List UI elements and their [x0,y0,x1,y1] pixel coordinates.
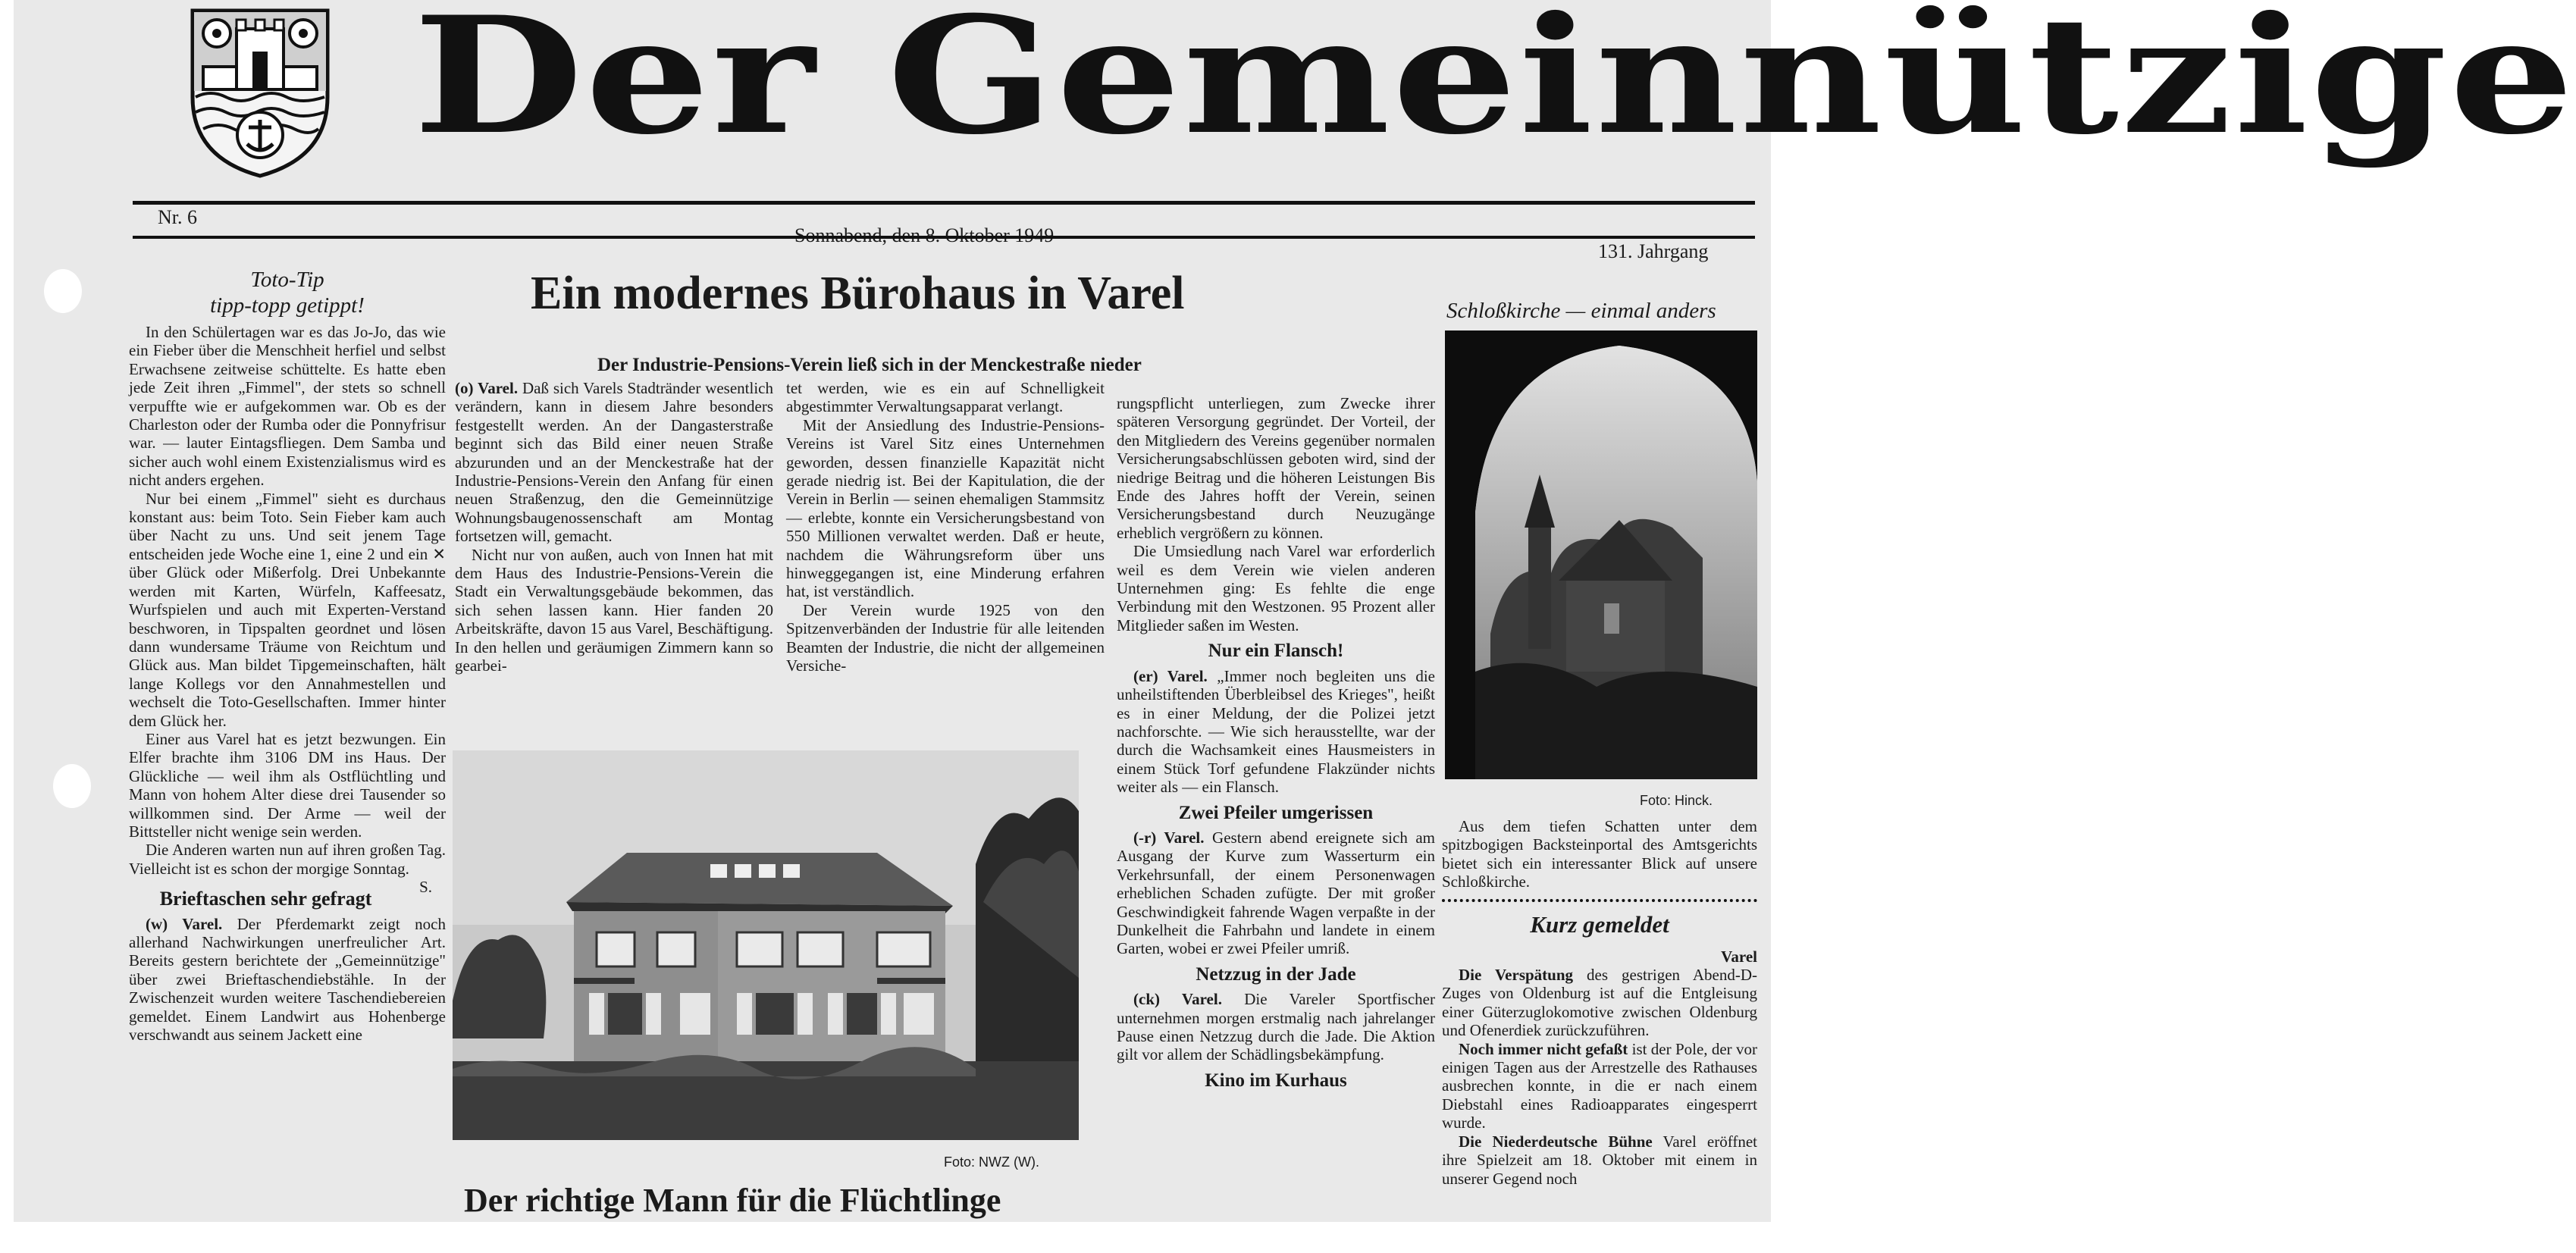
punch-hole-top [44,269,82,313]
article-paragraph: Der Verein wurde 1925 von den Spitzenverbänden der Industrie für alle leitenden Beamten der Industrie, die nicht der allgemeinen Versiche- [786,600,1105,675]
church-photo-title: Schloßkirche — einmal anders [1446,299,1716,323]
toto-title-line1: Toto-Tip [250,268,324,292]
kurz-paragraph [1442,1132,1757,1188]
kurz-text: Varel eröffnet ihre Spielzeit am 18. Oktober mit einem in unserer Gegend noch [1442,1132,1758,1188]
pfeiler-text: Gestern abend ereignete sich am Ausgang der Kurve zum Wasserturm ein Verkehrsunfall, der einem Personenwagen erheblichen Schaden zufügte. Der mit großer Geschwindigkeit fahrende Wagen verpaßte in der Dunkelheit die Fahrbahn und landete in einem Garten, wobei er zwei Pfeiler umriß. [1117,828,1435,958]
article-column-3 [1117,394,1435,1096]
dateline: (o) Varel. [455,379,519,397]
article-paragraph: Mit der Ansiedlung des Industrie-Pensions-Vereins ist Varel Sitz eines Unternehmen geworden, dessen finanzielle Kapazität nicht gerade niedrig ist. Bei der Kapitulation, die der Verein in Berlin — seinen ehemaligen Stammsitz — erlebte, konnte ein Versicherungsbestand von 550 Millionen verwaltet werden. Daß er heute, nachdem die Währungsreform über uns hinweggegangen ist, eine Minderung erfahren hat, ist verständlich. [786,415,1105,601]
kurz-gemeldet-headline: Kurz gemeldet [1530,910,1669,938]
building-photo-caption: Foto: NWZ (W). [944,1154,1039,1170]
article-column-2 [786,379,1105,675]
office-building-photo [453,750,1079,1140]
dateline: (er) Varel. [1133,666,1208,685]
page-bottom-margin [0,1222,1772,1253]
flansch-headline: Nur ein Flansch! [1208,641,1344,662]
article-paragraph: Die Umsiedlung nach Varel war erforderlich weil es dem Verein wie vielen anderen Unternehmen ging: Es fehlte die enge Verbindung mit den Westzonen. 95 Prozent aller Mitglieder saßen im Westen. [1117,542,1435,634]
netzzug-paragraph [1117,990,1435,1064]
article-paragraph [455,379,773,546]
toto-paragraph: Nur bei einem „Fimmel" sieht es durchaus konstant aus: beim Toto. Sein Fieber kam auch über Nacht zu uns. Und seit jenem Tage entscheiden jede Woche eine 1, eine 2 und ein ✕ über Glück oder Mißerfolg. Drei Unbekannte werden mit Karten, Würfeln, Kaffeesatz, Wurfspielen und auch mit Experten-Verstand beschworen, in Tipspalten geordnet und lösen dann wundersame Träume von Reichtum und Glück aus. Man bildet Tipgemeinschaften, hält lange Kollegs vor den Annahmestellen und wechselt die Toto-Gesellschaften. Immer hinter dem Glück her. [129,489,446,730]
masthead-rule-top [133,201,1755,205]
flansch-text: „Immer noch begleiten uns die unheilstiftenden Überbleibsel des Krieges", heißt es in einer Meldung, der die Polizei jetzt nachforschte. — Wie sich herausstellte, war der durch die Wachsamkeit eines Hausmeisters in einem Stück Torf gefundene Flakzünder nichts weiter als — ein Flansch. [1117,666,1435,797]
main-subheadline: Der Industrie-Pensions-Verein ließ sich in der Menckestraße nieder [597,355,1142,375]
dateline: (-r) Varel. [1133,828,1205,847]
coat-of-arms-icon [188,6,332,179]
church-photo-caption: Foto: Hinck. [1640,793,1713,808]
kurz-paragraph [1442,966,1757,1040]
newspaper-title: Der Gemeinnützige [413,0,2576,170]
toto-paragraph-text: Die Anderen warten nun auf ihren großen Tag. Vielleicht ist es schon der morgige Sonntag. [129,841,446,878]
dateline: (ck) Varel. [1133,990,1222,1009]
article-paragraph: tet werden, wie es ein auf Schnelligkeit abgestimmter Verwaltungsapparat verlangt. [786,379,1105,416]
netzzug-headline: Netzzug in der Jade [1196,963,1356,985]
netzzug-text: Die Vareler Sportfischer unternehmen morgen erstmalig nach jahrelanger Pause einen Netzzug durch die Jade. Die Aktion gilt vor allem der Schädlingsbekämpfung. [1117,990,1435,1064]
toto-title-line2: tipp-topp getippt! [210,293,365,318]
kurz-text: ist der Pole, der vor einigen Tagen aus der Arrestzelle des Rathauses ausbrechen konnte, in die er nach einem Diebstahl eines Radioapparates eingesperrt wurde. [1442,1039,1758,1132]
kurz-dateline: Varel [1721,947,1757,966]
article-column-1 [455,379,773,675]
kino-headline: Kino im Kurhaus [1205,1070,1347,1091]
toto-paragraph: Einer aus Varel hat es jetzt bezwungen. Ein Elfer brachte ihm 3106 DM ins Haus. Der Glückliche — weil ihm als Ostflüchtling und Mann von hohem Alter diese drei Tausender so willkommen sind. Der Arme — weil der Bittsteller nicht wenige sein werden. [129,729,446,841]
bottom-headline: Der richtige Mann für die Flüchtlinge [464,1182,1001,1219]
church-image [1445,330,1757,779]
kurz-text: des gestrigen Abend-D-Zuges von Oldenburg ist auf die Entgleisung einer Güterzuglokomotive zwischen Oldenburg und Ofenerdiek zurückzuführen. [1442,966,1758,1040]
punch-hole-bottom [53,764,91,808]
brieftaschen-paragraph [129,915,446,1045]
brieftaschen-text: Der Pferdemarkt zeigt noch allerhand Nachwirkungen unerfreulicher Art. Bereits gestern berichtete der „Gemeinnützige" über zwei Brieftaschendiebstähle. In der Zwischenzeit wurden weitere Taschendiebereien gemeldet. Einem Landwirt aus Hohenberge verschwandt aus seinem Jackett eine [129,914,447,1045]
church-caption-text: Aus dem tiefen Schatten unter dem spitzbogigen Backsteinportal des Amtsgerichts bietet sich ein interessanter Blick auf unsere Schloßkirche. [1442,817,1757,891]
article-paragraph: rungspflicht unterliegen, zum Zwecke ihrer späteren Versorgung gegründet. Der Vorteil, der den Mitgliedern des Vereins gegenüber normalen Versicherungsabschlüssen geboten wird, sind der niedrige Beitrag und die höheren Leistungen Bis Ende des Jahres hofft der Verein, seinen Versicherungsbestand durch Neuzugänge erheblich vergrößern zu können. [1117,394,1435,542]
dotted-divider [1442,899,1757,902]
kurz-lead: Die Niederdeutsche Bühne [1459,1132,1653,1151]
article-paragraph: Nicht nur von außen, auch von Innen hat mit dem Haus des Industrie-Pensions-Verein die Stadt ein Verwaltungsgebäude bekommen, das sich sehen lassen kann. Hier fanden 20 Arbeitskräfte, davon 15 aus Varel, Beschäftigung. In den hellen und geräumigen Zimmern kann so gearbei- [455,545,773,675]
kurz-lead: Die Verspätung [1459,966,1574,985]
dateline: (w) Varel. [146,914,223,933]
brieftaschen-headline: Brieftaschen sehr gefragt [159,888,372,910]
pfeiler-headline: Zwei Pfeiler umgerissen [1178,802,1374,823]
toto-signature: S. [419,878,432,897]
right-column [1442,817,1757,1188]
office-building-image [453,750,1079,1140]
pfeiler-paragraph [1117,829,1435,958]
kurz-lead: Noch immer nicht gefaßt [1459,1039,1628,1058]
issue-number: Nr. 6 [158,206,197,228]
toto-paragraph: In den Schülertagen war es das Jo-Jo, das wie ein Fieber über die Menschheit herfiel und selbst Erwachsene zeitweise schüttelte. Es hatte eben jede Zeit ihren „Fimmel", der stets so schnell verpuffte wie er aufgekommen war. Ob es der Charleston oder der Rumba oder die Ponnyfrisur war. — lauter Eintagsfliegen. Dem Samba und sicher auch wohl einem Existenzialismus wird es nicht anders ergehen. [129,323,446,490]
left-column [129,267,446,1044]
toto-paragraph [129,841,446,897]
article-text: Daß sich Varels Stadtränder wesentlich verändern, kann in diesem Jahre besonders festgestellt werden. An der Dangasterstraße beginnt sich das Bild einer neuen Straße abzurunden und an der Menckestraße hat der Industrie-Pensions-Verein den Anfang für einen neuen Straßenzug, den die Gemeinnützige Wohnungsbaugenossenschaft am Montag fortsetzen will, gemacht. [455,379,774,546]
church-photo [1445,330,1757,779]
main-headline: Ein modernes Bürohaus in Varel [531,268,1185,319]
masthead-rule-bottom [133,236,1755,239]
kurz-paragraph [1442,1040,1757,1132]
flansch-paragraph [1117,667,1435,797]
volume-year: 131. Jahrgang [1598,240,1709,262]
